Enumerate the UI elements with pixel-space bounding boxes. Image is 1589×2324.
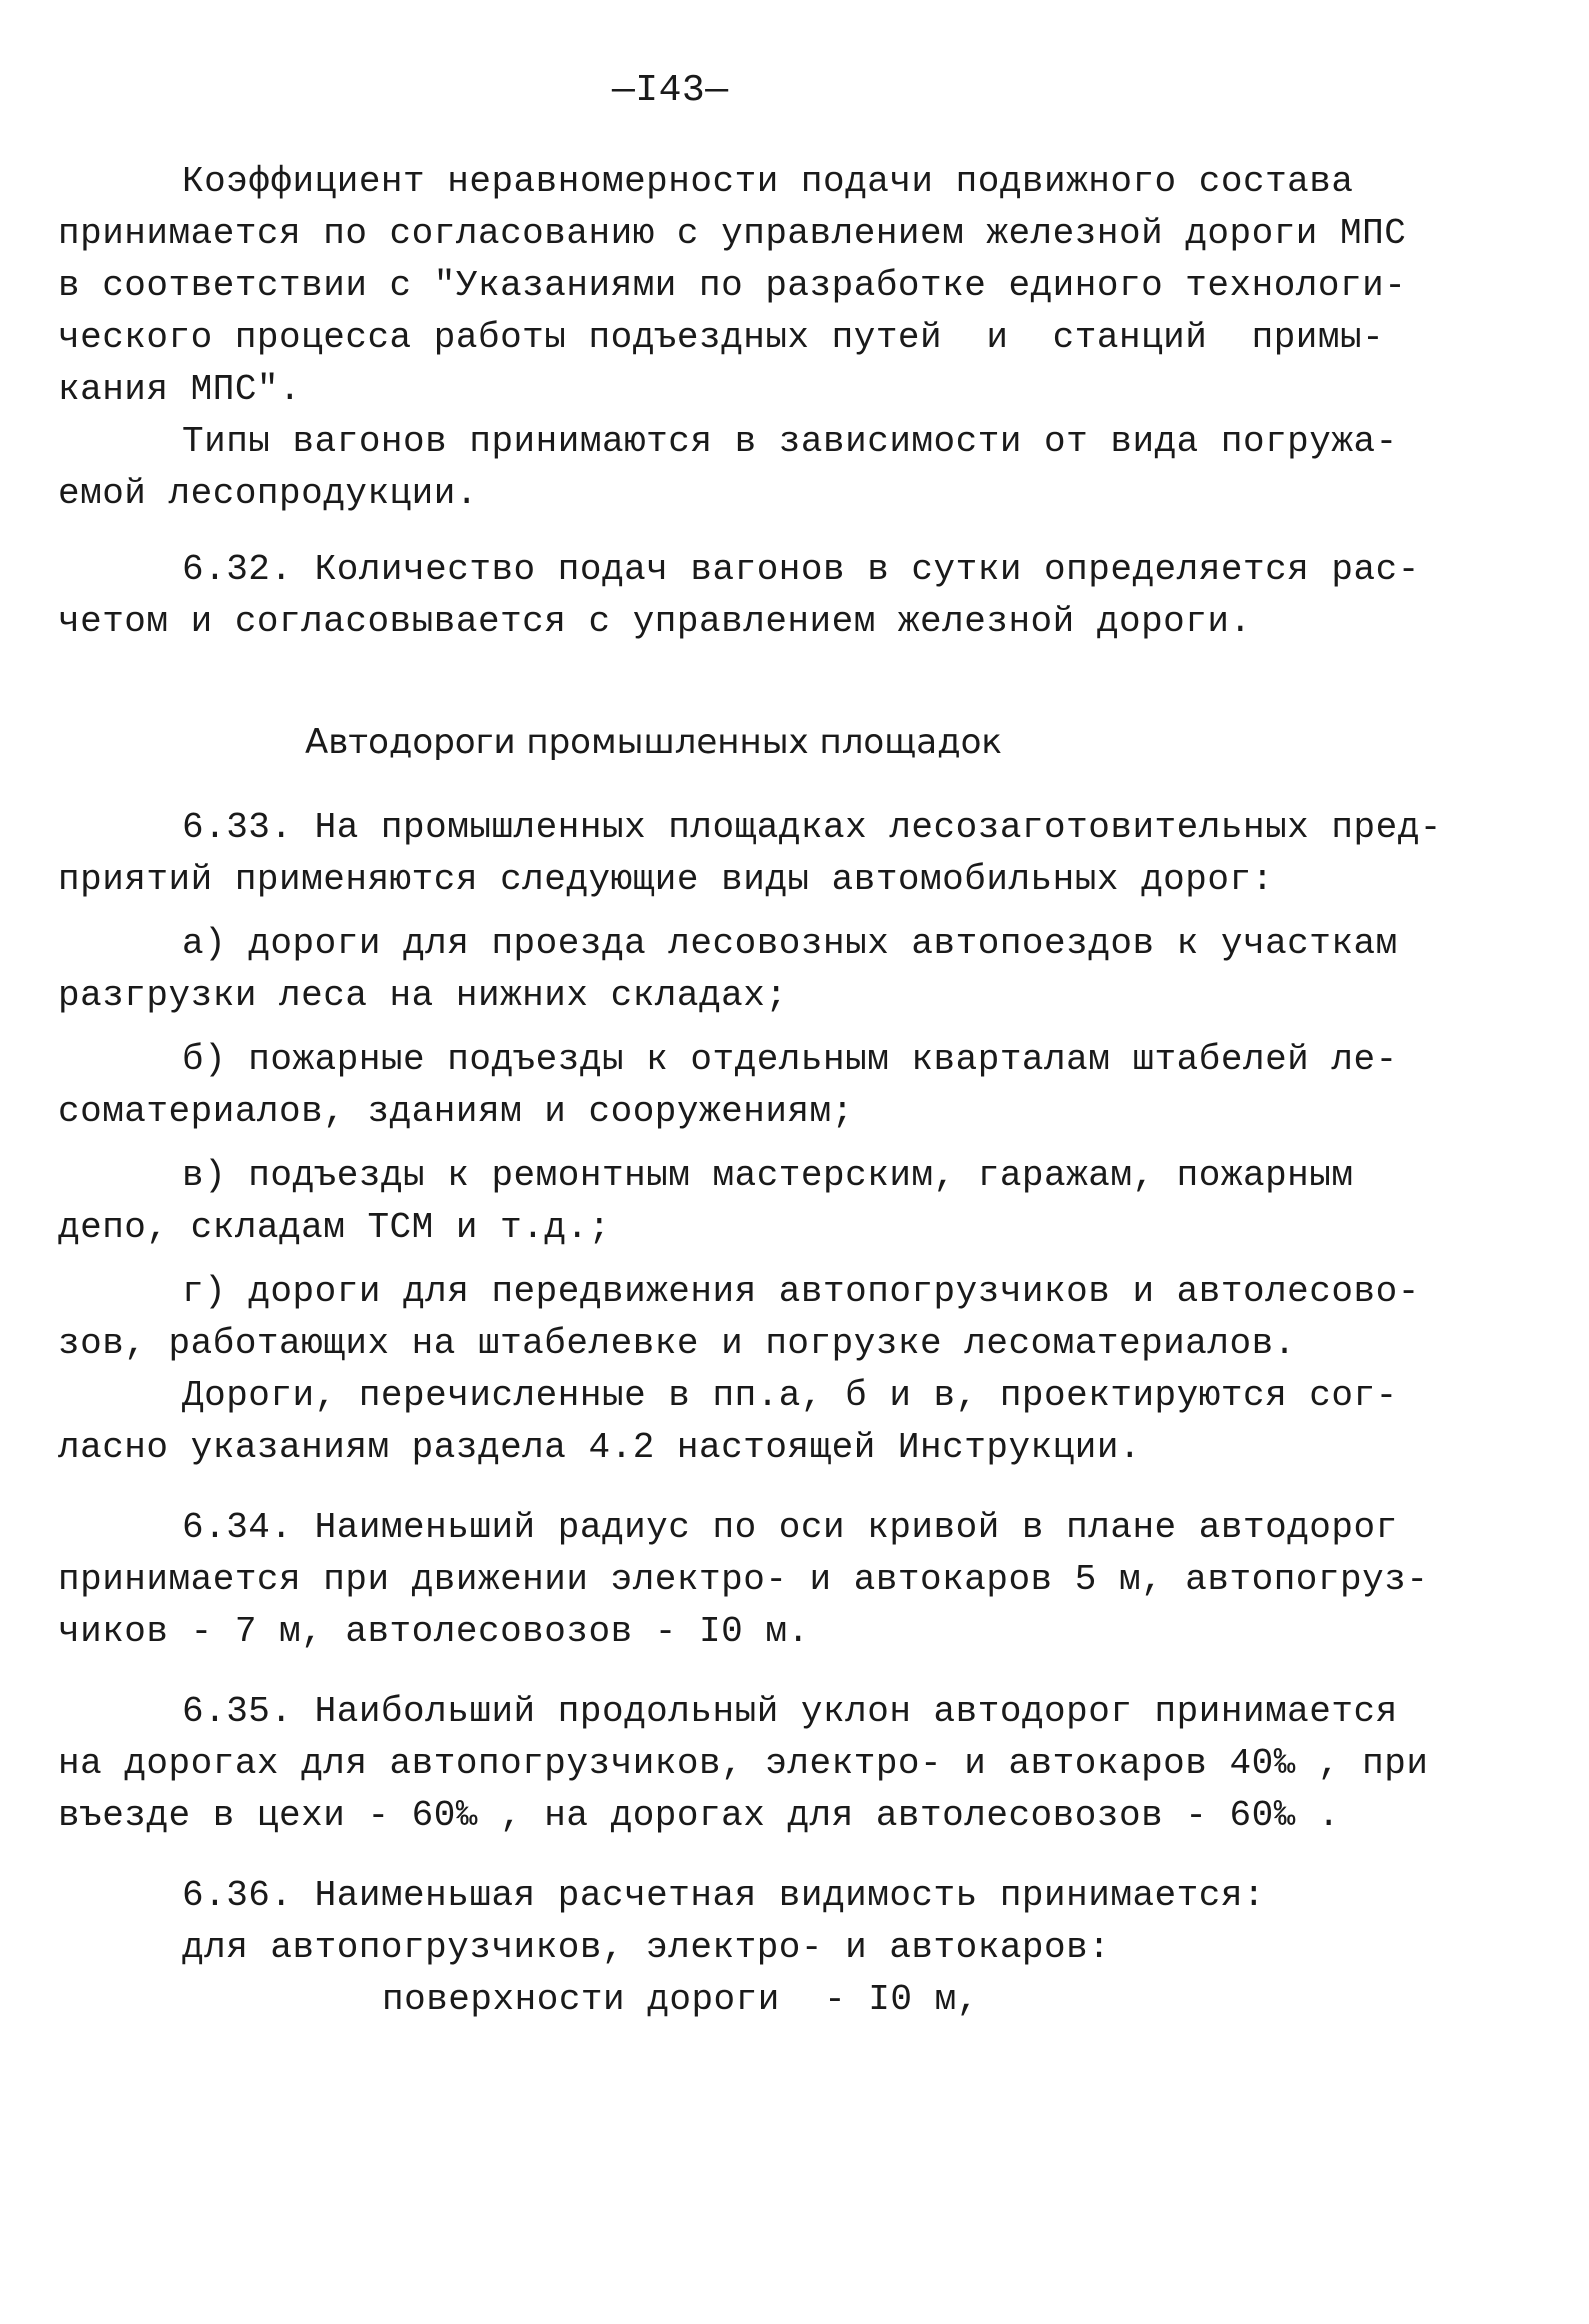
text-line: 6.36. Наименьшая расчетная видимость принимается:	[182, 1875, 1266, 1916]
text-line: поверхности дороги - I0 м,	[382, 1979, 979, 2020]
text-line: разгрузки леса на нижних складах;	[58, 975, 788, 1016]
text-line: в соответствии с "Указаниями по разработке единого технологи-	[58, 265, 1407, 306]
text-line: ческого процесса работы подъездных путей и станций примы-	[58, 317, 1385, 358]
text-line: Типы вагонов принимаются в зависимости от вида погружа-	[182, 421, 1398, 462]
text-line: в) подъезды к ремонтным мастерским, гаражам, пожарным	[182, 1155, 1354, 1196]
text-line: емой лесопродукции.	[58, 473, 478, 514]
text-line: ласно указаниям раздела 4.2 настоящей Инструкции.	[58, 1427, 1142, 1468]
text-line: Дороги, перечисленные в пп.а, б и в, проектируются сог-	[182, 1375, 1398, 1416]
text-line: приятий применяются следующие виды автомобильных дорог:	[58, 859, 1274, 900]
text-line: 6.33. На промышленных площадках лесозаготовительных пред-	[182, 807, 1442, 848]
text-line: кания МПС".	[58, 369, 302, 410]
text-line: депо, складам ТСМ и т.д.;	[58, 1207, 611, 1248]
text-line: соматериалов, зданиям и сооружениям;	[58, 1091, 854, 1132]
text-line: въезде в цехи - 60‰ , на дорогах для автолесовозов - 60‰ .	[58, 1795, 1341, 1836]
text-line: б) пожарные подъезды к отдельным кварталам штабелей ле-	[182, 1039, 1398, 1080]
text-line: 6.35. Наибольший продольный уклон автодорог принимается	[182, 1691, 1398, 1732]
text-line: четом и согласовывается с управлением железной дороги.	[58, 601, 1252, 642]
text-line: чиков - 7 м, автолесовозов - I0 м.	[58, 1611, 810, 1652]
text-line: на дорогах для автопогрузчиков, электро- и автокаров 40‰ , при	[58, 1743, 1429, 1784]
text-line: г) дороги для передвижения автопогрузчиков и автолесово-	[182, 1271, 1420, 1312]
section-heading: Автодороги промышленных площадок	[305, 722, 1002, 762]
text-line: 6.32. Количество подач вагонов в сутки определяется рас-	[182, 549, 1420, 590]
text-line: а) дороги для проезда лесовозных автопоездов к участкам	[182, 923, 1398, 964]
text-line: Коэффициент неравномерности подачи подвижного состава	[182, 161, 1354, 202]
text-line: принимается при движении электро- и автокаров 5 м, автопогруз-	[58, 1559, 1429, 1600]
text-line: зов, работающих на штабелевке и погрузке лесоматериалов.	[58, 1323, 1296, 1364]
text-line: принимается по согласованию с управлением железной дороги МПС	[58, 213, 1407, 254]
text-line: для автопогрузчиков, электро- и автокаров:	[182, 1927, 1111, 1968]
page-number: —I43—	[612, 69, 729, 112]
text-line: 6.34. Наименьший радиус по оси кривой в плане автодорог	[182, 1507, 1398, 1548]
